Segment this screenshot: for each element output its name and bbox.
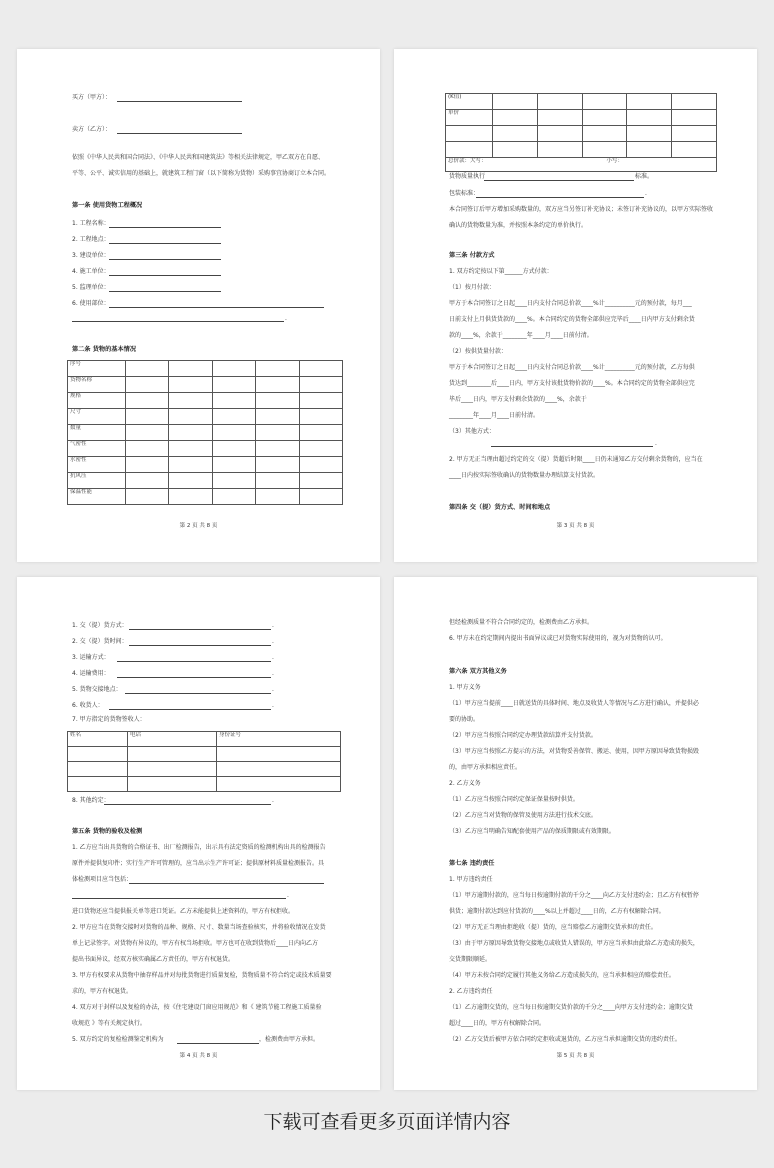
blank-line <box>484 180 634 181</box>
paragraph-line-end: ，检测费由甲方承担。 <box>259 1036 320 1043</box>
period: . <box>272 686 274 693</box>
project-item: 3. 建设单位： <box>72 252 110 259</box>
project-item: 1. 工程名称： <box>72 220 110 227</box>
total-label: 总价款：大写： <box>448 158 487 164</box>
paragraph-line: （3）其他方式： <box>449 428 495 435</box>
paragraph-line: 2. 乙方义务 <box>449 780 481 787</box>
paragraph-line: （2）乙方应当对货物的保管及使用方法进行技术交底。 <box>449 812 597 819</box>
period: . <box>287 892 289 899</box>
period: . <box>655 440 657 447</box>
period: . <box>272 622 274 629</box>
paragraph-line: （3）甲方应当按照乙方提示的方法，对货物妥善保管、搬运、使用，因甲方原因导致货物损毁 <box>449 748 699 755</box>
paragraph-line: 2. 甲方应当在货物交接时对货物的品种、规格、尺寸、数量当场查验核实，并将验收情况在发货 <box>72 924 326 931</box>
standard-line: 货物质量执行 <box>449 173 486 180</box>
paragraph-line: 提出书面异议，经双方核实确属乙方责任的，甲方有权退货。 <box>72 956 235 963</box>
delivery-item: 3. 运输方式： <box>72 654 110 661</box>
blank-line <box>72 898 286 899</box>
paragraph-line: 3. 甲方有权要求从货物中抽存样品并对每批货物进行质量复检，货物质量不符合约定或技术质量要 <box>72 972 332 979</box>
paragraph-line: 本合同签订后甲方增加采购数量的，双方应当另签订补充协议；未签订补充协议的，以甲方实际签收 <box>449 206 714 213</box>
project-item: 5. 监理单位： <box>72 284 110 291</box>
delivery-item: 6. 收货人： <box>72 702 104 709</box>
paragraph-line: 6. 甲方未在约定期间内提出书面异议或已对货物实际使用的，视为对货物的认可。 <box>449 635 667 642</box>
table-cell: (K值) <box>446 94 493 110</box>
paragraph-line: （3）由于甲方原因导致货物交接地点或收货人错误的，甲方应当承担由此给乙方造成的损失， <box>449 940 699 947</box>
delivery-item: 5. 货物交接地点： <box>72 686 122 693</box>
blank-line <box>109 307 324 308</box>
period: . <box>272 670 274 677</box>
project-item: 2. 工程地点： <box>72 236 110 243</box>
blank-line <box>109 291 221 292</box>
paragraph-line: （2）按供货量付款： <box>449 348 507 355</box>
paragraph-line: 1. 双方约定按以下第______方式付款： <box>449 268 553 275</box>
table-header: 身份证号 <box>217 732 341 747</box>
table-cell: 货物名称 <box>68 377 126 393</box>
document-page-4 <box>17 577 380 1090</box>
blank-line <box>491 446 653 447</box>
blank-line <box>109 243 221 244</box>
table-cell: 规格 <box>68 393 126 409</box>
paragraph-line: 要的协助。 <box>449 716 480 723</box>
total-small-label: 小写： <box>606 158 624 164</box>
period: . <box>272 797 274 804</box>
period: . <box>645 190 647 197</box>
article2-title: 第二条 货物的基本情况 <box>72 346 137 353</box>
other-agreement-label: 8. 其他约定： <box>72 797 110 804</box>
blank-line <box>129 645 271 646</box>
paragraph-line: ________年____月____日前付清。 <box>449 412 540 419</box>
delivery-item: 1. 交（提）货方式： <box>72 622 128 629</box>
table-cell: 尺寸 <box>68 409 126 425</box>
table-header: 姓名 <box>68 732 128 747</box>
page-number: 第 2 页 共 8 页 <box>179 523 218 529</box>
paragraph-line: （1）按月付款： <box>449 284 495 291</box>
table-cell: 序号 <box>68 361 126 377</box>
document-page-3 <box>394 49 757 562</box>
paragraph-line: 收规范 》等有关规定执行。 <box>72 1020 146 1027</box>
paragraph-line: （1）甲方逾期付款的，应当每日按逾期付款的千分之____向乙方支付违约金；且乙方有权暂停 <box>449 892 699 899</box>
blank-line <box>109 275 221 276</box>
paragraph-line: 1. 甲方违约责任 <box>449 876 493 883</box>
delivery-item: 4. 运输费用： <box>72 670 110 677</box>
blank-line <box>117 677 271 678</box>
table-cell: 单价 <box>446 110 493 126</box>
packing-line: 包装标准： <box>449 190 480 197</box>
paragraph-line: （4）甲方未按合同约定履行其他义务给乙方造成损失的，应当承担相应的赔偿责任。 <box>449 972 675 979</box>
paragraph-line: 超过____日的，甲方有权解除合同。 <box>449 1020 546 1027</box>
blank-line <box>104 804 271 805</box>
period: . <box>272 702 274 709</box>
paragraph-line: 4. 双方对于封样以及复检的办法，按《住宅建设门窗应用规范》和《 建筑节能工程施工质量验 <box>72 1004 322 1011</box>
paragraph-line: 供货；逾期付款达到应付货款的____%以上并超过____日的，乙方有权解除合同。 <box>449 908 665 915</box>
paragraph-line: 甲方于本合同签订之日起____日内支付合同总价款____%计__________元的预付款，每月___ <box>449 300 692 307</box>
table-cell: 水密性 <box>68 457 126 473</box>
delivery-item: 2. 交（提）货时间： <box>72 638 128 645</box>
paragraph-line: 交货期限顺延。 <box>449 956 492 963</box>
table-cell: 数量 <box>68 425 126 441</box>
intro-line: 平等、公平、诚实信用的基础上，就建筑工程门窗（以下简称为货物）采购事宜协商订立本合同。 <box>72 170 331 177</box>
price-table <box>445 93 717 172</box>
blank-line <box>109 259 221 260</box>
page-number: 第 3 页 共 8 页 <box>556 523 595 529</box>
paragraph-line: 日前支付上月供货货款的____%。本合同约定的货物全部供应完毕后____日内甲方支付剩余货 <box>449 316 695 323</box>
paragraph-line: 2. 乙方违约责任 <box>449 988 493 995</box>
paragraph-line: 求的，甲方有权退货。 <box>72 988 133 995</box>
blank-line <box>476 197 644 198</box>
table-header: 电话 <box>128 732 217 747</box>
project-item: 6. 使用部位： <box>72 300 110 307</box>
blank-line <box>177 1043 259 1044</box>
paragraph-line: 的，由甲方承担相应责任。 <box>449 764 522 771</box>
page-number: 第 5 页 共 8 页 <box>556 1053 595 1059</box>
article6-title: 第六条 双方其他义务 <box>449 668 507 675</box>
blank-line <box>109 709 271 710</box>
document-page-2 <box>17 49 380 562</box>
article1-title: 第一条 使用货物工程概况 <box>72 202 143 209</box>
paragraph-line: 单上记录签字。对货物有异议的，甲方有权当场拒收。甲方也可在收到货物后____日内向乙方 <box>72 940 319 947</box>
paragraph-line: 款的____%，余款于________年____月____日前付清。 <box>449 332 593 339</box>
intro-line: 依照《中华人民共和国合同法》、《中华人民共和国建筑法》等相关法律规定，甲乙双方在自愿、 <box>72 154 325 161</box>
paragraph-line: （2）甲方应当按照合同约定办理货款结算并支付货款。 <box>449 732 597 739</box>
paragraph-line: （2）乙方交货后被甲方依合同约定拒收或退货的，乙方应当承担逾期交货的违约责任。 <box>449 1036 681 1043</box>
article7-title: 第七条 违约责任 <box>449 860 495 867</box>
paragraph-line: 货达到________后____日内，甲方支付该批货物价款的____%。本合同约定的货物全部供应完 <box>449 380 695 387</box>
buyer-label: 买方（甲方）： <box>72 94 112 101</box>
blank-line <box>129 883 324 884</box>
paragraph-line: 体检测项目应当包括： <box>72 876 133 883</box>
paragraph-line: 但经检测质量不符合合同约定的，检测费由乙方承担。 <box>449 619 594 626</box>
article5-title: 第五条 货物的验收及检测 <box>72 828 143 835</box>
period: . <box>272 638 274 645</box>
paragraph-line: （2）甲方无正当理由拒绝收（提）货的，应当赔偿乙方逾期交货承担的责任。 <box>449 924 657 931</box>
signer-label: 7. 甲方指定的货物签收人： <box>72 716 146 723</box>
paragraph-line: 原件并提供复印件；实行生产许可管理的，应当出示生产许可证；提供原材料质量检测报告。具 <box>72 860 325 867</box>
table-cell: 气密性 <box>68 441 126 457</box>
paragraph-line: （1）甲方应当提前____日就送货的具体时间、地点及收货人等情况与乙方进行确认，并提供必 <box>449 700 699 707</box>
paragraph-line: 5. 双方约定的复检检测鉴定机构为 <box>72 1036 164 1043</box>
paragraph-line: 2. 甲方无正当理由超过约定的交（提）货超后时限____日仍未通知乙方交付剩余货物的，应当在 <box>449 456 703 463</box>
signer-table <box>67 731 341 792</box>
seller-label: 卖方（乙方）： <box>72 126 112 133</box>
paragraph-line: 毕后____日内，甲方支付剩余货款的____%，余款于 <box>449 396 587 403</box>
paragraph-line: 1. 甲方义务 <box>449 684 481 691</box>
paragraph-line: （1）乙方应当按照合同约定保证保量按时供货。 <box>449 796 579 803</box>
project-item: 4. 施工单位： <box>72 268 110 275</box>
paragraph-line: 1. 乙方应当出具货物的合格证书、出厂检测报告，出示具有法定资质的检测机构出具的检测报告 <box>72 844 326 851</box>
download-more-caption: 下载可查看更多页面详情内容 <box>263 1111 511 1133</box>
goods-table <box>67 360 343 505</box>
blank-line <box>125 693 271 694</box>
document-page-5 <box>394 577 757 1090</box>
paragraph-line: （3）乙方应当明确告知配套使用产品的保质期限或有效期限。 <box>449 828 615 835</box>
seller-blank <box>117 133 242 134</box>
period: . <box>272 654 274 661</box>
paragraph-line: ____日内按实际签收确认的货物数量办理结算支付货款。 <box>449 472 600 479</box>
article3-title: 第三条 付款方式 <box>449 252 495 259</box>
table-cell: 抗风压 <box>68 473 126 489</box>
blank-line <box>129 629 271 630</box>
table-cell: 保温性能 <box>68 489 126 505</box>
paragraph-line: （1）乙方逾期交货的，应当每日按逾期交货价款的千分之____向甲方支付违约金；逾期交货 <box>449 1004 693 1011</box>
blank-line <box>117 661 271 662</box>
standard-line-end: 标准。 <box>635 173 654 180</box>
paragraph-line: 甲方于本合同签订之日起____日内支付合同总价款____%计__________元的预付款，乙方每供 <box>449 364 695 371</box>
period: . <box>285 315 287 322</box>
blank-line <box>109 227 221 228</box>
paragraph-line: 进口货物还应当提供报关单等进口凭证。乙方未能提供上述资料的，甲方有权拒收。 <box>72 908 295 915</box>
blank-line <box>72 321 284 322</box>
article4-title: 第四条 交（提）货方式、时间和地点 <box>449 504 551 511</box>
page-number: 第 4 页 共 8 页 <box>179 1053 218 1059</box>
buyer-blank <box>117 101 242 102</box>
paragraph-line: 确认的货物数量为准，并按照本条约定的单价执行。 <box>449 222 588 229</box>
